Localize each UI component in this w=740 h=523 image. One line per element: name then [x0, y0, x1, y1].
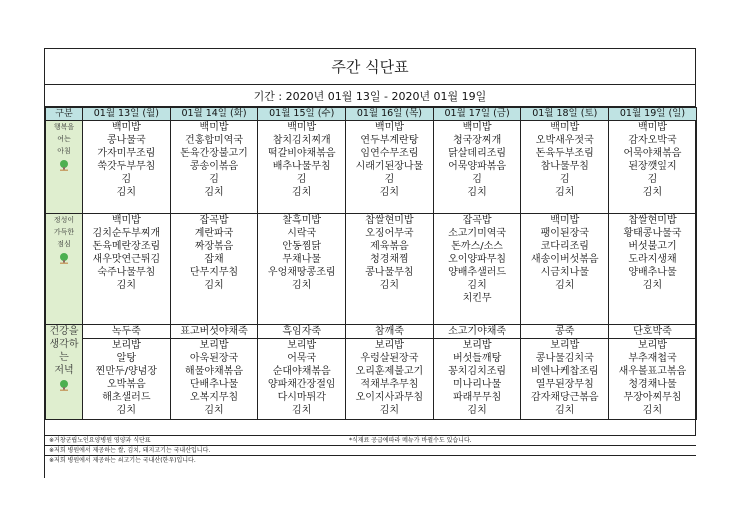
tree-icon: [58, 159, 70, 171]
menu-item: 김치: [555, 405, 575, 416]
menu-item: 백미밥: [550, 122, 580, 133]
menu-item: 보리밥: [462, 340, 492, 351]
menu-item: 백미밥: [462, 122, 492, 133]
menu-item: 김치: [379, 187, 400, 198]
menu-item: 코다리조림: [540, 241, 589, 252]
menu-item: 김치: [642, 187, 663, 198]
menu-item: 김치: [292, 405, 312, 416]
menu-item: 파래무무침: [452, 392, 502, 403]
menu-item: 찹쌀현미밥: [365, 215, 414, 226]
dinner-menu-cell: [433, 339, 521, 420]
breakfast-row: [46, 121, 697, 214]
menu-item: 시래기된장나물: [355, 161, 424, 172]
menu-item: 배추나물무침: [272, 161, 331, 172]
dinner-menu-cell: [521, 339, 609, 420]
footer-note-2: ※저희 병원에서 제공하는 쌀, 김치, 돼지고기는 국내산입니다.: [45, 445, 696, 456]
meal-label-line: 저녁: [54, 365, 74, 376]
menu-item: 돈육간장불고기: [180, 148, 248, 159]
snack-label: [46, 325, 83, 420]
menu-item: 참나물무침: [540, 161, 589, 172]
menu-item: 오징어무국: [365, 228, 414, 239]
menu-item: 찐만두/양념장: [95, 366, 158, 377]
meal-label-line: 여는: [57, 135, 71, 143]
snack-cell: 표고버섯야채죽: [170, 325, 258, 339]
menu-item: 돈육두부조림: [535, 148, 594, 159]
menu-item: 어묵국: [287, 353, 317, 364]
menu-item: 잡곡밥: [199, 215, 229, 226]
menu-item: 김: [121, 174, 132, 185]
menu-item: 순대야채볶음: [272, 366, 331, 377]
menu-item: 닭살데리조림: [448, 148, 507, 159]
menu-item: 돈까스/소스: [451, 241, 503, 252]
lunch-label: [46, 214, 83, 325]
menu-item: 김치: [204, 280, 224, 291]
menu-item: 청경채찜: [370, 254, 409, 265]
meal-label-line: 가득한: [53, 228, 75, 236]
menu-item: 보리밥: [287, 340, 317, 351]
dinner-row: [46, 339, 697, 420]
menu-item: 콩나물김치국: [535, 353, 594, 364]
menu-item: 우엉채땅콩조림: [267, 267, 336, 278]
menu-item: 청경채나물: [628, 379, 677, 390]
menu-item: 참치김치찌개: [272, 135, 331, 146]
lunch-menu-cell: [83, 214, 171, 325]
meal-label-line: 생각하는: [49, 339, 79, 363]
breakfast-menu-cell: [346, 121, 434, 214]
menu-item: 김: [647, 174, 658, 185]
snack-cell: 단호박죽: [609, 325, 697, 339]
menu-item: 김치순두부찌개: [92, 228, 161, 239]
menu-item: 오리훈제불고기: [355, 366, 424, 377]
menu-item: 백미밥: [550, 215, 580, 226]
menu-item: 열무된장무침: [535, 379, 594, 390]
menu-item: 돈육메란장조림: [92, 241, 161, 252]
snack-cell: 콩죽: [521, 325, 609, 339]
menu-item: 계란파국: [194, 228, 234, 239]
menu-item: 보리밥: [637, 340, 667, 351]
meal-label-line: 점심: [57, 240, 71, 248]
menu-item: 무장아찌무침: [623, 392, 682, 403]
menu-item: 도라지생채: [628, 254, 677, 265]
day-header: 01월 15일 (수): [258, 108, 346, 121]
menu-item: 김치: [204, 405, 224, 416]
menu-item: 비엔나케찹조림: [530, 366, 599, 377]
menu-item: 어묵양파볶음: [448, 161, 507, 172]
dinner-menu-cell: [170, 339, 258, 420]
menu-item: 다시마튀각: [277, 392, 326, 403]
menu-item: 잡곡밥: [462, 215, 492, 226]
menu-item: 꽁치김치조림: [448, 366, 507, 377]
menu-item: 시금치나물: [540, 267, 589, 278]
menu-item: 새우볼표고볶음: [618, 366, 687, 377]
snack-cell: 흑임자죽: [258, 325, 346, 339]
menu-item: 김치: [467, 280, 487, 291]
tree-icon: [58, 379, 70, 391]
meal-label-line: 건강을: [49, 326, 79, 337]
menu-item: 숙주나물무침: [97, 267, 156, 278]
footer-note-1: ※거창군립노인요양병원 영양과 식단표 *식재료 공급에따라 메뉴가 바뀔수도 있습니다.: [45, 435, 696, 446]
breakfast-menu-cell: [521, 121, 609, 214]
menu-item: 우렁살된장국: [360, 353, 419, 364]
menu-item: 짜장볶음: [194, 241, 234, 252]
menu-item: 양배추나물: [628, 267, 677, 278]
meal-label-line: 정성이: [53, 216, 75, 224]
lunch-menu-cell: [346, 214, 434, 325]
menu-item: 백미밥: [111, 122, 141, 133]
menu-item: 김: [472, 174, 482, 185]
menu-table: [45, 107, 697, 420]
menu-item: 김치: [379, 280, 400, 291]
menu-item: 치킨무: [462, 293, 492, 304]
menu-item: 보리밥: [199, 340, 229, 351]
menu-item: 떡갈비야채볶음: [267, 148, 336, 159]
menu-item: 김: [296, 174, 307, 185]
dinner-menu-cell: [346, 339, 434, 420]
menu-item: 된장깻잎지: [628, 161, 677, 172]
meal-label-line: 아침: [57, 147, 71, 155]
menu-item: 백미밥: [111, 215, 141, 226]
menu-item: 김치: [292, 280, 312, 291]
header-row: [46, 108, 697, 121]
menu-item: 김치: [642, 405, 663, 416]
menu-item: 건홍합미역국: [185, 135, 244, 146]
tree-icon: [58, 252, 70, 264]
menu-item: 김치: [116, 280, 136, 291]
menu-item: 김치: [642, 280, 663, 291]
menu-item: 김: [559, 174, 570, 185]
page-title: 주간 식단표: [45, 49, 695, 85]
lunch-menu-cell: [521, 214, 609, 325]
menu-item: 연두부계란탕: [360, 135, 419, 146]
lunch-row: [46, 214, 697, 325]
menu-item: 감자오박국: [628, 135, 677, 146]
lunch-menu-cell: [170, 214, 258, 325]
day-header: 01월 14일 (화): [170, 108, 258, 121]
breakfast-menu-cell: [83, 121, 171, 214]
menu-item: 김치: [116, 405, 136, 416]
menu-item: 김치: [555, 280, 575, 291]
menu-item: 제육볶음: [370, 241, 409, 252]
snack-cell: 녹두죽: [83, 325, 171, 339]
menu-item: 콩나물무침: [365, 267, 414, 278]
menu-item: 김치: [467, 405, 487, 416]
menu-item: 찹쌀현미밥: [628, 215, 677, 226]
menu-item: 양배추샐러드: [448, 267, 507, 278]
menu-item: 안동찜닭: [282, 241, 322, 252]
menu-item: 오박볶음: [107, 379, 146, 390]
day-header: 01월 19일 (일): [609, 108, 697, 121]
menu-item: 오복지무침: [189, 392, 239, 403]
menu-item: 김치: [116, 187, 136, 198]
snack-cell: 참깨죽: [346, 325, 434, 339]
menu-item: 백미밥: [374, 122, 404, 133]
dinner-menu-cell: [609, 339, 697, 420]
breakfast-menu-cell: [170, 121, 258, 214]
menu-item: 오박새우젓국: [535, 135, 594, 146]
menu-item: 단배추나물: [189, 379, 239, 390]
menu-item: 해초샐러드: [102, 392, 151, 403]
menu-item: 청국장찌개: [452, 135, 502, 146]
menu-item: 부추재첩국: [628, 353, 677, 364]
menu-item: 적채부추무침: [360, 379, 419, 390]
day-header: 01월 16일 (목): [346, 108, 434, 121]
menu-item: 어묵야채볶음: [623, 148, 682, 159]
menu-item: 새우맛연근튀김: [92, 254, 161, 265]
menu-item: 보리밥: [374, 340, 404, 351]
menu-item: 김치: [467, 187, 487, 198]
snack-cell: 소고기야채죽: [433, 325, 521, 339]
menu-item: 단무지무침: [189, 267, 239, 278]
day-header: 01월 18일 (토): [521, 108, 609, 121]
menu-item: 가자미무조림: [97, 148, 156, 159]
footer-note-3: ※저희 병원에서 제공하는 쇠고기는 국내산(한우)입니다.: [45, 455, 696, 478]
breakfast-menu-cell: [433, 121, 521, 214]
corner-label: 구분: [46, 108, 83, 121]
menu-item: 황태콩나물국: [623, 228, 682, 239]
lunch-menu-cell: [609, 214, 697, 325]
menu-item: 임연수무조림: [360, 148, 419, 159]
menu-item: 보리밥: [111, 340, 141, 351]
menu-item: 아욱된장국: [189, 353, 239, 364]
menu-item: 김치: [204, 187, 224, 198]
menu-item: 백미밥: [637, 122, 667, 133]
menu-item: 감자채당근볶음: [530, 392, 599, 403]
menu-item: 백미밥: [287, 122, 317, 133]
breakfast-menu-cell: [609, 121, 697, 214]
menu-item: 알탕: [116, 353, 136, 364]
menu-item: 미나리나물: [452, 379, 502, 390]
menu-item: 김치: [379, 405, 400, 416]
lunch-menu-cell: [433, 214, 521, 325]
menu-item: 버섯들깨탕: [452, 353, 502, 364]
menu-sheet: [44, 48, 696, 478]
menu-item: 콩송이볶음: [189, 161, 239, 172]
menu-item: 쑥갓두부무침: [97, 161, 156, 172]
menu-item: 김치: [292, 187, 312, 198]
menu-item: 김치: [555, 187, 575, 198]
menu-item: 백미밥: [199, 122, 229, 133]
day-header: 01월 13일 (월): [83, 108, 171, 121]
menu-item: 새송이버섯볶음: [530, 254, 599, 265]
menu-item: 해물야채볶음: [185, 366, 244, 377]
period-range: 기간 : 2020년 01월 13일 - 2020년 01월 19일: [45, 85, 695, 107]
menu-item: 콩나물국: [107, 135, 146, 146]
menu-item: 팽이된장국: [540, 228, 589, 239]
menu-item: 잡채: [204, 254, 224, 265]
menu-item: 찰흑미밥: [282, 215, 322, 226]
menu-item: 시락국: [287, 228, 317, 239]
breakfast-label: [46, 121, 83, 214]
menu-item: 무채나물: [282, 254, 322, 265]
meal-label-line: 행복을: [53, 123, 75, 131]
menu-item: 소고기미역국: [448, 228, 507, 239]
dinner-menu-cell: [83, 339, 171, 420]
breakfast-menu-cell: [258, 121, 346, 214]
menu-item: 오이지사과무침: [355, 392, 424, 403]
day-header: 01월 17일 (금): [433, 108, 521, 121]
dinner-menu-cell: [258, 339, 346, 420]
menu-item: 버섯불고기: [628, 241, 677, 252]
menu-item: 김: [384, 174, 395, 185]
menu-item: 양파채간장절임: [267, 379, 336, 390]
menu-item: 김: [209, 174, 219, 185]
lunch-menu-cell: [258, 214, 346, 325]
snack-row: [46, 325, 697, 339]
menu-item: 보리밥: [550, 340, 580, 351]
menu-item: 오이양파무침: [448, 254, 507, 265]
